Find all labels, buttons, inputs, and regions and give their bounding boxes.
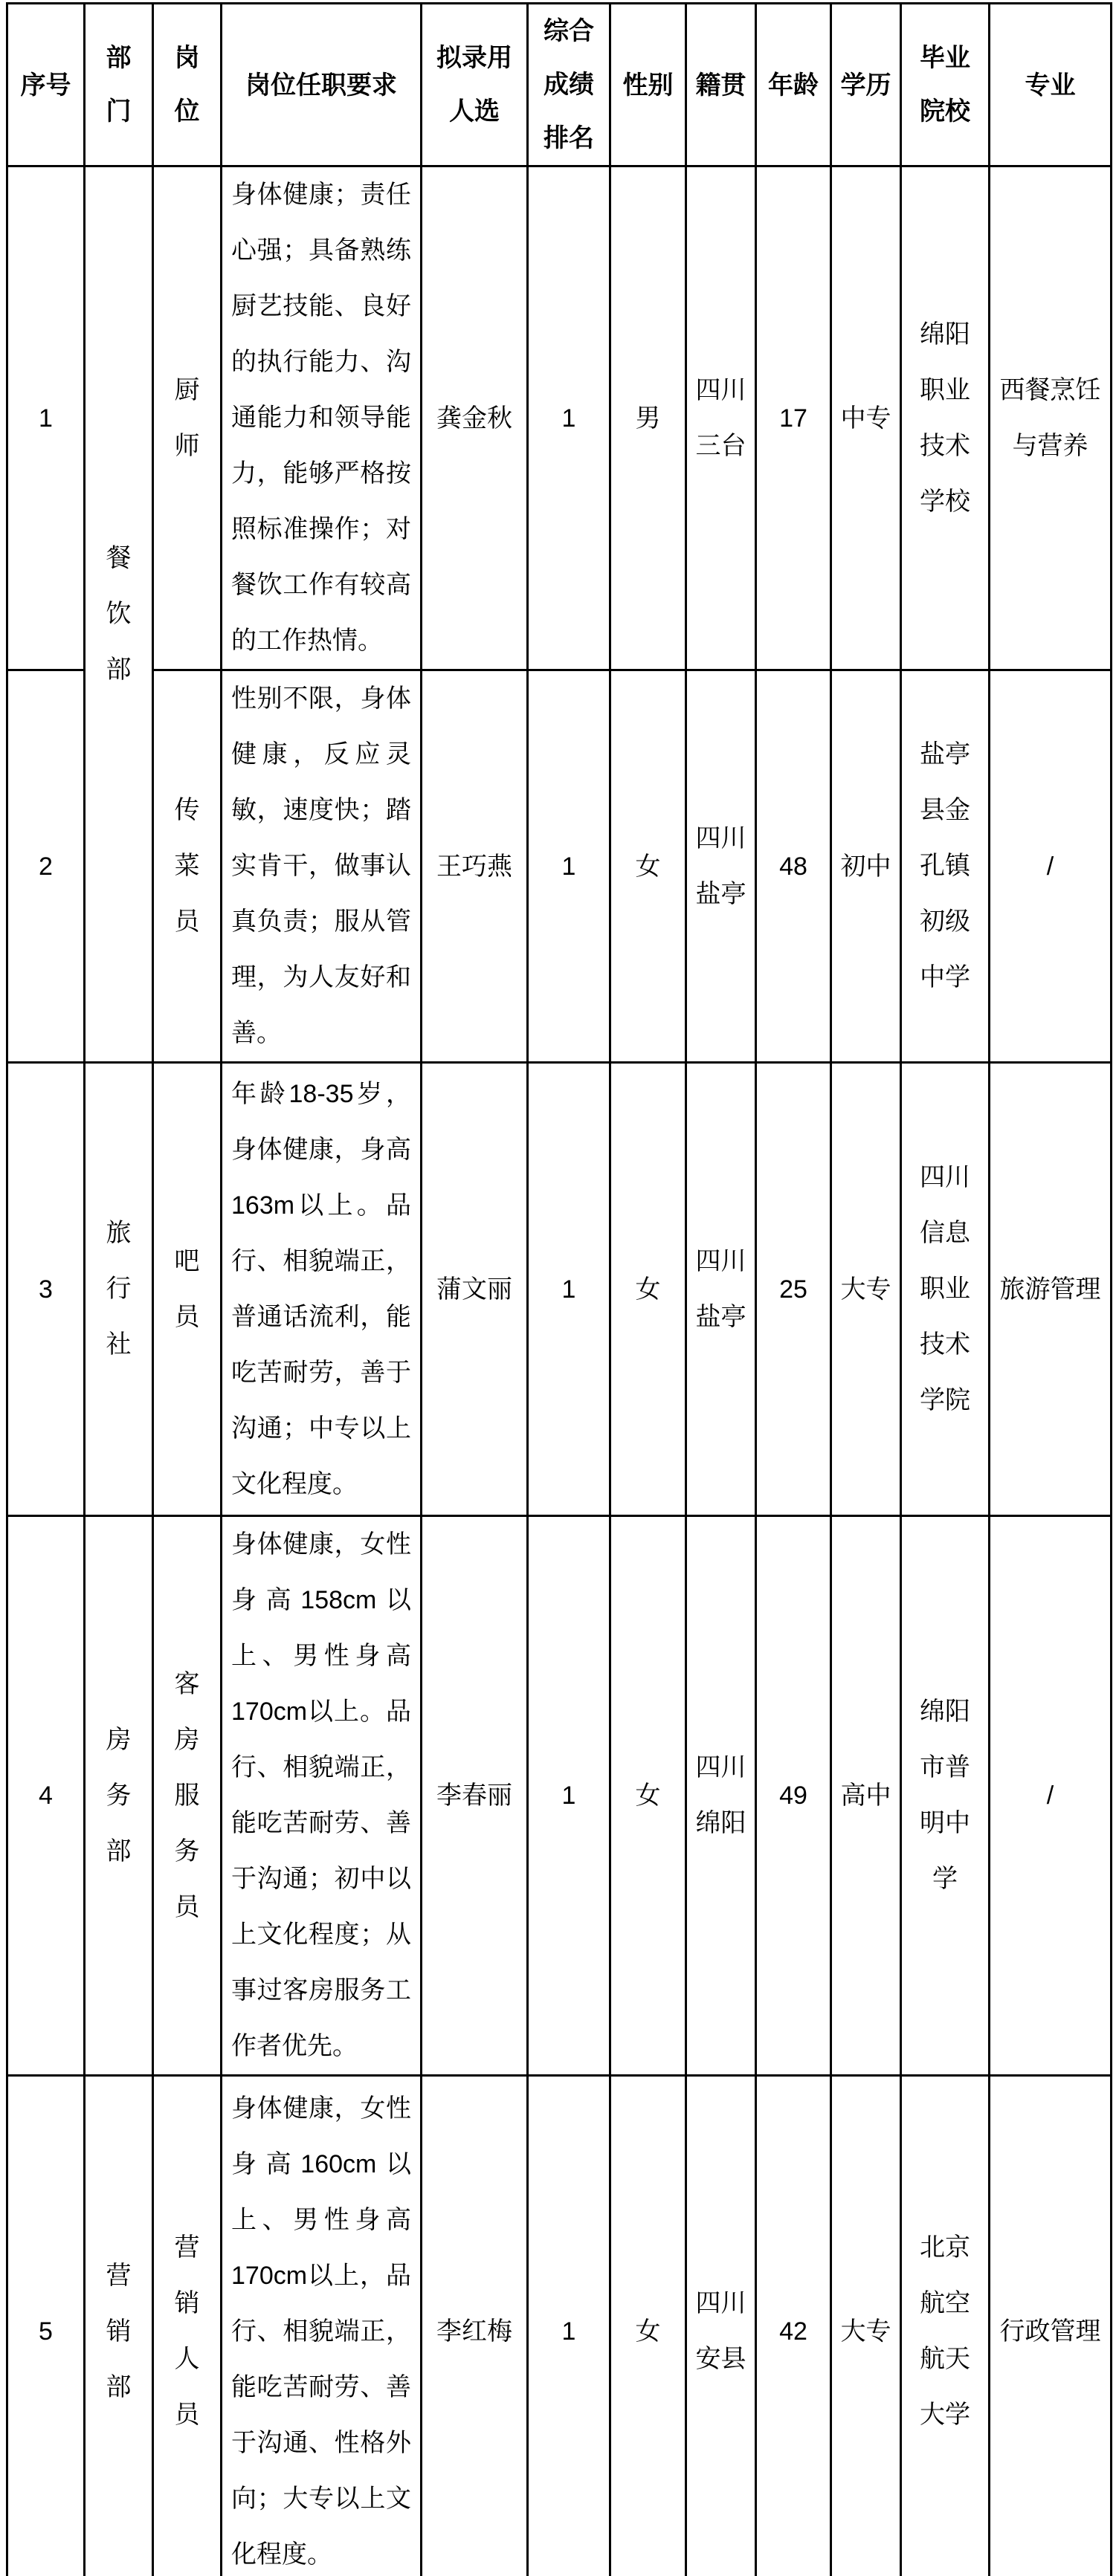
cell-native_place — [686, 1063, 756, 1516]
cell-native_place — [686, 166, 756, 670]
cell-department — [85, 2076, 153, 2576]
header-label-candidate: 拟录用人选 — [436, 44, 512, 126]
cell-text-position: 传菜员 — [174, 796, 200, 936]
header-label-age: 年龄 — [768, 71, 819, 100]
cell-department — [85, 1063, 153, 1516]
cell-requirements: 年龄18-35岁，身体健康，身高163m以上。品行、相貌端正，普通话流利，能吃苦耐劳，善于沟通；中专以上文化程度。 — [222, 1063, 422, 1516]
cell-text-education: 大专 — [840, 1275, 891, 1304]
cell-gender — [610, 2076, 686, 2576]
table-row — [7, 166, 1112, 670]
cell-rank — [528, 1063, 610, 1516]
cell-text-candidate: 蒲文丽 — [436, 1275, 512, 1304]
cell-text-major: 行政管理 — [999, 2317, 1101, 2346]
cell-major — [990, 2076, 1112, 2576]
cell-text-native_place: 四川盐亭 — [695, 823, 746, 908]
cell-gender — [610, 670, 686, 1063]
cell-text-age: 49 — [779, 1781, 807, 1810]
cell-text-education: 大专 — [840, 2317, 891, 2346]
cell-text-department: 房务部 — [106, 1725, 132, 1865]
cell-education — [831, 166, 901, 670]
header-label-education: 学历 — [840, 71, 891, 100]
table-row — [7, 1516, 1112, 2076]
cell-candidate — [422, 670, 528, 1063]
cell-text-position: 厨师 — [174, 375, 200, 460]
cell-text-age: 25 — [779, 1275, 807, 1304]
table-header — [7, 4, 1112, 166]
cell-text-rank: 1 — [561, 1781, 576, 1810]
cell-department — [85, 1516, 153, 2076]
cell-major — [990, 1516, 1112, 2076]
cell-text-school: 四川信息职业技术学院 — [920, 1163, 970, 1414]
cell-text-candidate: 李春丽 — [436, 1781, 512, 1810]
table-row — [7, 670, 1112, 1063]
header-label-position: 岗位 — [174, 44, 200, 126]
cell-native_place — [686, 670, 756, 1063]
cell-rank — [528, 2076, 610, 2576]
header-cell-education — [831, 4, 901, 166]
cell-candidate — [422, 1516, 528, 2076]
cell-seq — [7, 166, 85, 670]
header-label-rank: 综合成绩排名 — [544, 17, 594, 152]
header-label-seq: 序号 — [20, 71, 71, 100]
cell-education — [831, 2076, 901, 2576]
header-label-native_place: 籍贯 — [695, 71, 746, 100]
cell-age — [756, 166, 831, 670]
cell-text-rank: 1 — [561, 2317, 576, 2346]
cell-native_place — [686, 1516, 756, 2076]
cell-school — [901, 1516, 990, 2076]
cell-text-rank: 1 — [561, 852, 576, 881]
header-cell-seq — [7, 4, 85, 166]
cell-text-seq: 5 — [39, 2317, 53, 2346]
cell-rank — [528, 1516, 610, 2076]
cell-text-education: 高中 — [840, 1781, 891, 1810]
cell-department — [85, 166, 153, 1063]
cell-position — [153, 1063, 222, 1516]
cell-text-department: 营销部 — [106, 2261, 132, 2401]
cell-position — [153, 670, 222, 1063]
cell-text-seq: 4 — [39, 1781, 53, 1810]
cell-candidate — [422, 1063, 528, 1516]
cell-gender — [610, 166, 686, 670]
cell-text-seq: 3 — [39, 1275, 53, 1304]
cell-position — [153, 2076, 222, 2576]
cell-text-school: 盐亭县金孔镇初级中学 — [920, 740, 970, 991]
cell-major — [990, 166, 1112, 670]
header-cell-rank — [528, 4, 610, 166]
cell-major — [990, 670, 1112, 1063]
header-cell-major — [990, 4, 1112, 166]
cell-major — [990, 1063, 1112, 1516]
cell-school — [901, 1063, 990, 1516]
cell-text-native_place: 四川安县 — [695, 2289, 746, 2373]
cell-school — [901, 166, 990, 670]
table-row — [7, 1063, 1112, 1516]
cell-seq — [7, 2076, 85, 2576]
cell-requirements: 性别不限，身体健康，反应灵敏，速度快；踏实肯干，做事认真负责；服从管理，为人友好和善。 — [222, 670, 422, 1063]
cell-education — [831, 1063, 901, 1516]
cell-gender — [610, 1063, 686, 1516]
cell-text-candidate: 李红梅 — [436, 2317, 512, 2346]
cell-age — [756, 2076, 831, 2576]
header-cell-requirements — [222, 4, 422, 166]
cell-age — [756, 670, 831, 1063]
cell-text-seq: 2 — [39, 852, 53, 881]
cell-requirements: 身体健康，女性身高158cm以上、男性身高170cm以上。品行、相貌端正，能吃苦耐劳、善于沟通；初中以上文化程度；从事过客房服务工作者优先。 — [222, 1516, 422, 2076]
cell-text-education: 初中 — [840, 852, 891, 881]
cell-education — [831, 670, 901, 1063]
cell-school — [901, 2076, 990, 2576]
cell-text-native_place: 四川三台 — [695, 375, 746, 460]
cell-text-department: 旅行社 — [106, 1219, 132, 1359]
header-row — [7, 4, 1112, 166]
cell-seq — [7, 1516, 85, 2076]
header-cell-candidate — [422, 4, 528, 166]
cell-text-gender: 女 — [635, 1275, 661, 1304]
cell-text-school: 绵阳市普明中学 — [920, 1698, 970, 1893]
cell-text-gender: 女 — [635, 2317, 661, 2346]
cell-text-age: 42 — [779, 2317, 807, 2346]
cell-text-education: 中专 — [840, 404, 891, 433]
cell-requirements: 身体健康；责任心强；具备熟练厨艺技能、良好的执行能力、沟通能力和领导能力，能够严格按照标准操作；对餐饮工作有较高的工作热情。 — [222, 166, 422, 670]
cell-gender — [610, 1516, 686, 2076]
header-cell-native_place — [686, 4, 756, 166]
cell-text-rank: 1 — [561, 404, 576, 433]
header-label-school: 毕业院校 — [920, 44, 970, 126]
table-body — [7, 166, 1112, 2576]
cell-text-major: 西餐烹饪与营养 — [999, 375, 1101, 460]
cell-text-gender: 女 — [635, 852, 661, 881]
cell-text-candidate: 王巧燕 — [436, 852, 512, 881]
header-cell-age — [756, 4, 831, 166]
cell-education — [831, 1516, 901, 2076]
cell-text-department: 餐饮部 — [106, 544, 132, 684]
table-row — [7, 2076, 1112, 2576]
cell-text-age: 48 — [779, 852, 807, 881]
cell-seq — [7, 1063, 85, 1516]
cell-text-gender: 女 — [635, 1781, 661, 1810]
cell-text-age: 17 — [779, 404, 807, 433]
cell-text-seq: 1 — [39, 404, 53, 433]
cell-text-rank: 1 — [561, 1275, 576, 1304]
cell-text-position: 客房服务员 — [174, 1669, 200, 1921]
header-label-department: 部门 — [106, 44, 132, 126]
cell-age — [756, 1516, 831, 2076]
cell-position — [153, 166, 222, 670]
cell-candidate — [422, 2076, 528, 2576]
header-cell-gender — [610, 4, 686, 166]
header-label-major: 专业 — [1025, 71, 1076, 100]
cell-text-native_place: 四川绵阳 — [695, 1753, 746, 1837]
cell-text-gender: 男 — [635, 404, 661, 433]
header-cell-department — [85, 4, 153, 166]
cell-text-candidate: 龚金秋 — [436, 404, 512, 433]
cell-rank — [528, 166, 610, 670]
cell-school — [901, 670, 990, 1063]
recruitment-table — [6, 2, 1112, 2576]
header-cell-position — [153, 4, 222, 166]
cell-text-major: / — [1046, 852, 1054, 881]
cell-rank — [528, 670, 610, 1063]
header-label-requirements: 岗位任职要求 — [245, 71, 397, 100]
cell-age — [756, 1063, 831, 1516]
cell-position — [153, 1516, 222, 2076]
cell-text-school: 北京航空航天大学 — [920, 2233, 970, 2429]
header-label-gender: 性别 — [622, 71, 674, 100]
cell-text-position: 营销人员 — [174, 2233, 200, 2429]
header-cell-school — [901, 4, 990, 166]
cell-text-major: 旅游管理 — [999, 1275, 1101, 1304]
cell-candidate — [422, 166, 528, 670]
cell-text-school: 绵阳职业技术学校 — [920, 320, 970, 516]
cell-native_place — [686, 2076, 756, 2576]
cell-seq — [7, 670, 85, 1063]
cell-requirements: 身体健康，女性身高160cm以上、男性身高170cm以上，品行、相貌端正，能吃苦耐劳、善于沟通、性格外向；大专以上文化程度。 — [222, 2076, 422, 2576]
cell-text-major: / — [1046, 1781, 1054, 1810]
cell-text-position: 吧员 — [174, 1246, 200, 1331]
cell-text-native_place: 四川盐亭 — [695, 1246, 746, 1331]
